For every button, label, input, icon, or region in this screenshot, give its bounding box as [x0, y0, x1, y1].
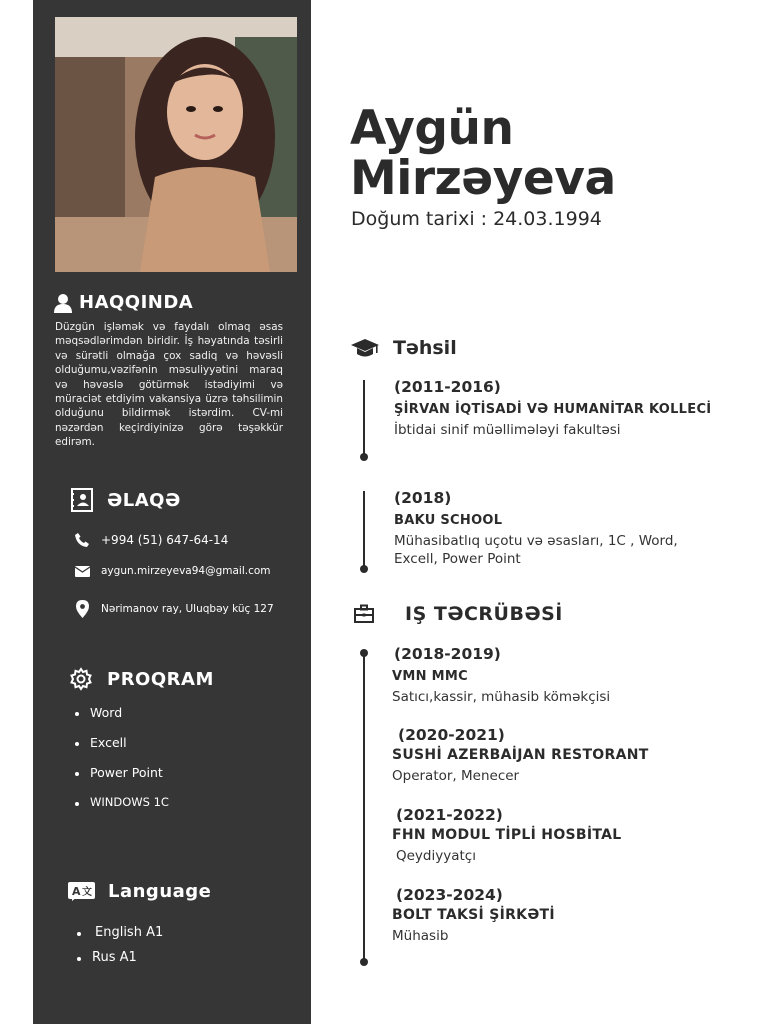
timeline-dot — [360, 958, 368, 966]
last-name: Mirzəyeva — [350, 151, 616, 206]
entry-organization: FHN MODUL TİPLİ HOSBİTAL — [392, 827, 622, 843]
program-item: Word — [75, 705, 169, 720]
program-title: PROQRAM — [107, 668, 214, 690]
entry-description: Operator, Menecer — [392, 768, 520, 784]
address-text: Nərimanov ray, Uluqbəy küç 127 — [101, 603, 274, 615]
full-name — [350, 101, 616, 206]
phone-row — [73, 531, 228, 549]
entry-years: (2020-2021) — [398, 726, 505, 744]
contact-title: ƏLAQƏ — [107, 489, 181, 511]
contact-heading — [71, 488, 181, 512]
entry-description: Mühasibatlıq uçotu və əsasları, 1C , Word, Excell, Power Point — [394, 533, 678, 567]
language-list — [77, 925, 163, 965]
entry-years: (2021-2022) — [396, 806, 503, 824]
contact-book-icon — [71, 488, 93, 512]
svg-text:文: 文 — [82, 886, 92, 898]
language-item: Rus A1 — [77, 950, 163, 965]
education-timeline-line — [363, 380, 365, 458]
entry-organization: ŞİRVAN İQTİSADİ VƏ HUMANİTAR KOLLECİ — [394, 402, 712, 417]
entry-description: Mühasib — [392, 928, 449, 944]
phone-icon — [73, 531, 91, 549]
email-row — [73, 562, 271, 580]
language-item: English A1 — [77, 925, 163, 940]
program-item: WINDOWS 1C — [75, 795, 169, 809]
experience-timeline-line — [363, 652, 365, 962]
entry-organization: VMN MMC — [392, 669, 468, 684]
about-text: Düzgün işləmək və faydalı olmaq əsas məqsədlərimdən biridir. İş həyatında təsirli və sürətli olmağa çox sadiq və həvəsli olduğumu,vəzifənin məsuliyyətini maraq və həvəslə götürmək istədiyimi və müraciət etdiyim vakansiya üzrə təhsilimin olduğunu bildirmək istərdim. CV-mi nəzərdən keçirdiyinizə görə təşəkkür edirəm. — [55, 321, 283, 449]
language-heading — [68, 881, 211, 902]
program-list — [75, 705, 169, 809]
email-address[interactable]: aygun.mirzeyeva94@gmail.com — [101, 565, 271, 577]
education-entry — [394, 489, 724, 568]
entry-organization: BOLT TAKSİ ŞİRKƏTİ — [392, 907, 555, 923]
about-title: HAQQINDA — [79, 292, 194, 313]
graduation-cap-icon — [351, 337, 379, 359]
education-timeline-line — [363, 491, 365, 569]
education-entry — [394, 378, 711, 439]
first-name: Aygün — [350, 101, 514, 156]
entry-description: İbtidai sinif müəllimələyi fakultəsi — [394, 422, 621, 438]
entry-years: (2023-2024) — [396, 886, 503, 904]
entry-description: Satıcı,kassir, mühasib köməkçisi — [392, 689, 611, 705]
education-title: Təhsil — [393, 337, 457, 359]
entry-years: (2018) — [394, 489, 452, 507]
profile-photo — [55, 17, 297, 272]
experience-heading — [354, 603, 563, 625]
experience-title: IŞ TƏCRÜBƏSİ — [405, 603, 563, 625]
entry-years: (2011-2016) — [394, 378, 501, 396]
sidebar — [33, 0, 311, 1024]
gear-icon — [69, 667, 93, 691]
language-title: Language — [108, 881, 212, 902]
entry-description: Qeydiyyatçı — [396, 848, 476, 864]
timeline-dot — [360, 565, 368, 573]
experience-entry — [392, 886, 555, 945]
briefcase-icon — [354, 604, 374, 624]
program-item: Excell — [75, 735, 169, 750]
experience-entry — [392, 726, 649, 785]
timeline-dot — [360, 453, 368, 461]
program-item: Power Point — [75, 765, 169, 780]
entry-organization: BAKU SCHOOL — [394, 513, 503, 528]
entry-years: (2018-2019) — [394, 645, 501, 663]
program-heading — [69, 667, 214, 691]
experience-entry — [392, 806, 622, 865]
experience-entry — [392, 645, 610, 706]
person-icon — [53, 293, 73, 313]
education-heading — [351, 337, 457, 359]
location-pin-icon — [73, 600, 91, 618]
about-heading — [53, 292, 193, 313]
date-of-birth: Doğum tarixi : 24.03.1994 — [351, 208, 602, 230]
envelope-icon — [73, 562, 91, 580]
address-row — [73, 600, 274, 618]
phone-number[interactable]: +994 (51) 647-64-14 — [101, 533, 229, 547]
svg-text:A: A — [72, 884, 81, 898]
entry-organization: SUSHİ AZERBAİJAN RESTORANT — [392, 747, 649, 763]
translate-icon — [68, 882, 95, 902]
